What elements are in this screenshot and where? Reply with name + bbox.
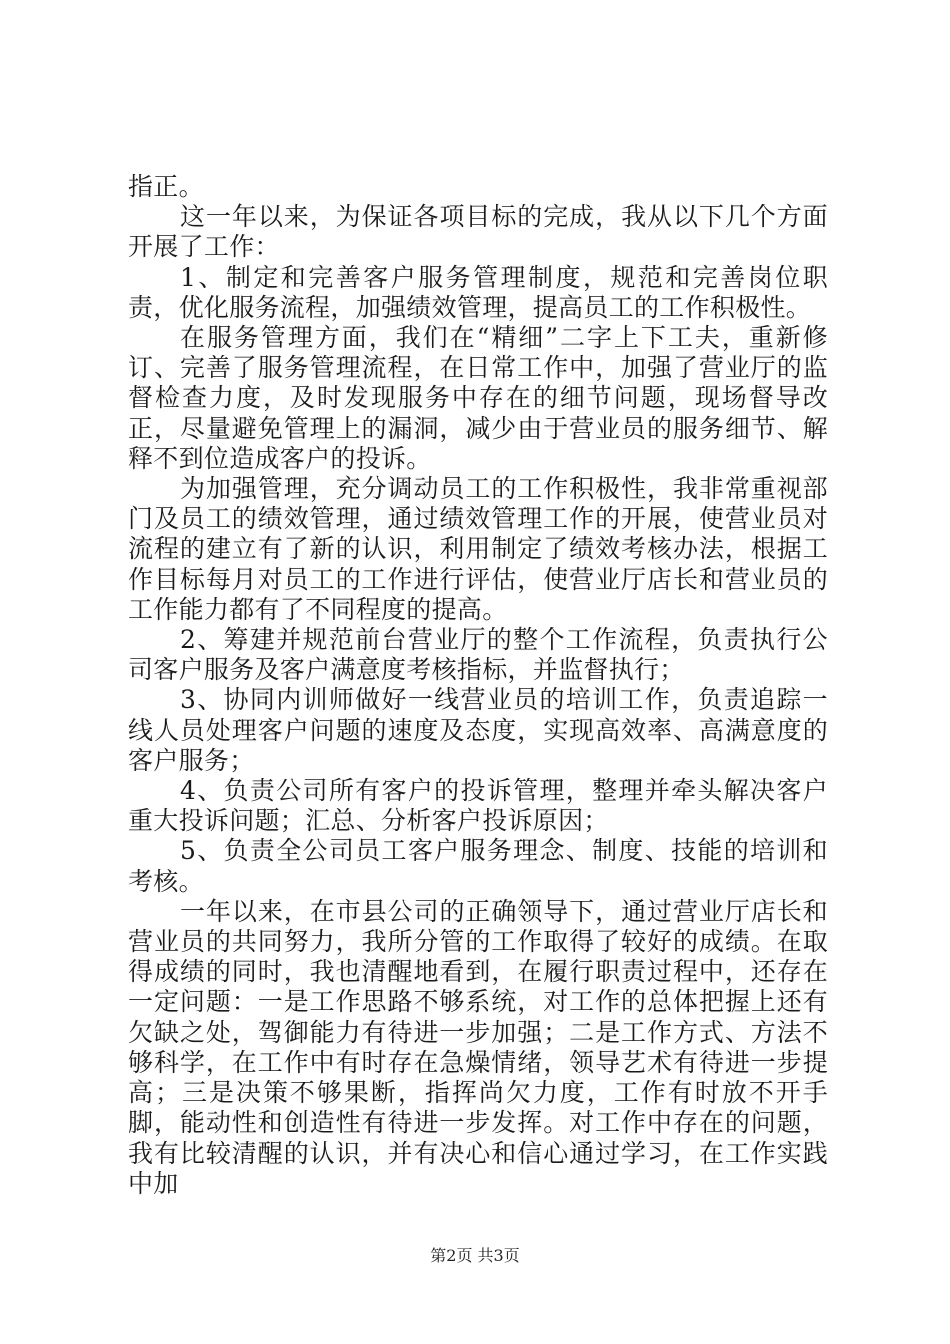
paragraph-4: 在服务管理方面，我们在“精细”二字上下工夫，重新修订、完善了服务管理流程，在日常工作中，加强了营业厅的监督检查力度，及时发现服务中存在的细节问题，现场督导改正，尽量避免管理上的漏洞，减少由于营业员的服务细节、解释不到位造成客户的投诉。 (128, 323, 828, 473)
paragraph-2: 这一年以来，为保证各项目标的完成，我从以下几个方面开展了工作： (128, 202, 828, 262)
paragraph-3: 1、制定和完善客户服务管理制度，规范和完善岗位职责，优化服务流程，加强绩效管理，提高员工的工作积极性。 (128, 262, 828, 322)
paragraph-8: 4、负责公司所有客户的投诉管理，整理并牵头解决客户重大投诉问题；汇总、分析客户投诉原因； (128, 776, 828, 836)
paragraph-6: 2、筹建并规范前台营业厅的整个工作流程，负责执行公司客户服务及客户满意度考核指标，并监督执行； (128, 625, 828, 685)
document-body (128, 172, 828, 1199)
paragraph-5: 为加强管理，充分调动员工的工作积极性，我非常重视部门及员工的绩效管理，通过绩效管理工作的开展，使营业员对流程的建立有了新的认识，利用制定了绩效考核办法，根据工作目标每月对员工的工作进行评估，使营业厅店长和营业员的工作能力都有了不同程度的提高。 (128, 474, 828, 624)
paragraph-7: 3、协同内训师做好一线营业员的培训工作，负责追踪一线人员处理客户问题的速度及态度，实现高效率、高满意度的客户服务； (128, 685, 828, 775)
paragraph-1: 指正。 (128, 172, 204, 201)
page-footer: 第2页 共3页 (430, 1246, 520, 1265)
paragraph-9: 5、负责全公司员工客户服务理念、制度、技能的培训和考核。 (128, 836, 828, 896)
paragraph-10: 一年以来，在市县公司的正确领导下，通过营业厅店长和营业员的共同努力，我所分管的工作取得了较好的成绩。在取得成绩的同时，我也清醒地看到，在履行职责过程中，还存在一定问题：一是工作思路不够系统，对工作的总体把握上还有欠缺之处，驾御能力有待进一步加强；二是工作方式、方法不够科学，在工作中有时存在急燥情绪，领导艺术有待进一步提高；三是决策不够果断，指挥尚欠力度，工作有时放不开手脚，能动性和创造性有待进一步发挥。对工作中存在的问题，我有比较清醒的认识，并有决心和信心通过学习，在工作实践中加 (128, 896, 828, 1198)
